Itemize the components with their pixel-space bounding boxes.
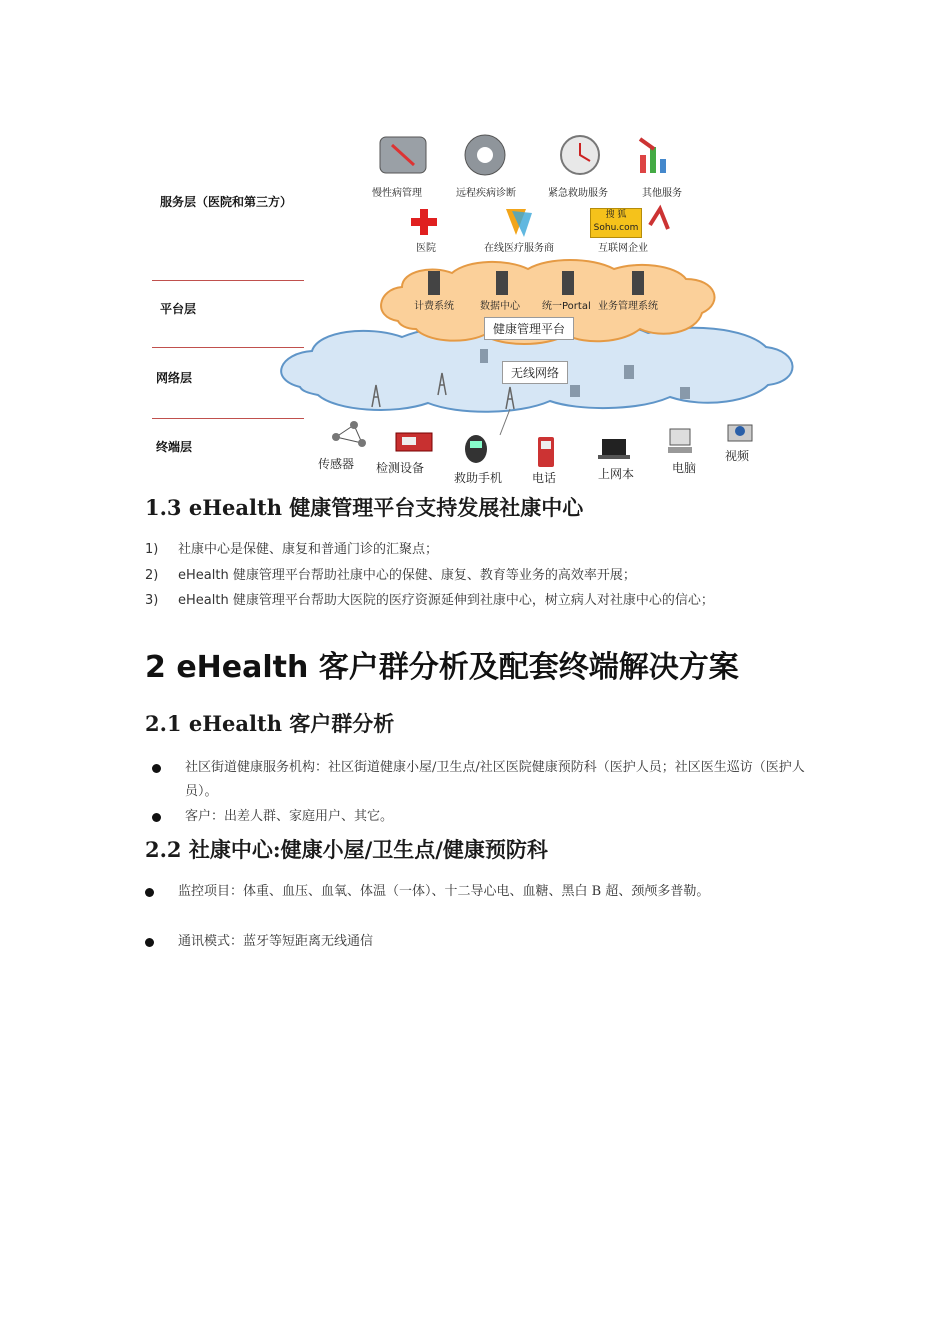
layer-divider: [152, 418, 304, 419]
router-icon: [570, 385, 580, 397]
bullet-icon: [152, 813, 161, 822]
internet-company-icon: [650, 209, 668, 229]
heading-2: 2 eHealth 客户群分析及配套终端解决方案: [145, 650, 739, 685]
numbered-item: 1) 社康中心是保健、康复和普通门诊的汇聚点；: [145, 542, 439, 557]
layer-divider: [152, 347, 304, 348]
terminal-phone: 电话: [532, 471, 557, 485]
ehealth-architecture-diagram: [140, 125, 810, 485]
platform-billing: 计费系统: [414, 301, 454, 312]
sensor-icon: [332, 421, 366, 447]
hospital-cross-icon: [411, 209, 437, 235]
service-remote-diagnosis: 远程疾病诊断: [456, 188, 516, 199]
bullet-item: 客户：出差人群、家庭用户、其它。: [152, 805, 812, 829]
online-provider-icon: [506, 209, 532, 237]
bullet-item: 通讯模式：蓝牙等短距离无线通信: [145, 930, 805, 954]
computer-icon: [668, 429, 692, 453]
platform-portal: 统一Portal: [542, 301, 591, 312]
heading-2-1: 2.1 eHealth 客户群分析: [145, 711, 395, 736]
platform-data-center: 数据中心: [480, 301, 520, 312]
diagram-graphics: [140, 125, 810, 485]
heading-2-2: 2.2 社康中心:健康小屋/卫生点/健康预防科: [145, 837, 548, 862]
clock-icon: [561, 136, 599, 174]
gear-icon: [465, 135, 505, 175]
phone-icon: [538, 437, 554, 467]
layer-label-network: 网络层: [156, 371, 193, 385]
router-icon: [480, 349, 488, 363]
router-icon: [680, 387, 690, 399]
numbered-item: 2) eHealth 健康管理平台帮助社康中心的保健、康复、教育等业务的高效率开展；: [145, 568, 636, 583]
netbook-icon: [598, 439, 630, 459]
terminal-sensor: 传感器: [318, 457, 355, 471]
bullet-icon: [145, 938, 154, 947]
video-icon: [728, 425, 752, 441]
terminal-computer: 电脑: [672, 461, 697, 475]
numbered-item: 3) eHealth 健康管理平台帮助大医院的医疗资源延伸到社康中心，树立病人对社康中心的信心；: [145, 593, 714, 608]
service-hospital: 医院: [416, 243, 436, 254]
sohu-logo: 搜 狐 Sohu.com: [590, 208, 642, 238]
layer-label-service: 服务层（医院和第三方）: [160, 195, 293, 209]
service-online-provider: 在线医疗服务商: [484, 243, 554, 254]
platform-label: 健康管理平台: [484, 317, 574, 340]
service-other: 其他服务: [642, 188, 682, 199]
layer-divider: [152, 280, 304, 281]
bullet-icon: [152, 764, 161, 773]
terminal-netbook: 上网本: [598, 467, 635, 481]
heading-1-3: 1.3 eHealth 健康管理平台支持发展社康中心: [145, 495, 584, 520]
test-device-icon: [396, 433, 432, 451]
layer-label-platform: 平台层: [160, 302, 197, 316]
chronic-disease-icon: [380, 137, 426, 173]
service-chronic-disease: 慢性病管理: [372, 188, 422, 199]
network-label: 无线网络: [502, 361, 568, 384]
other-services-icon: [640, 139, 666, 173]
terminal-video: 视频: [725, 449, 750, 463]
terminal-test-device: 检测设备: [376, 461, 425, 475]
router-icon: [624, 365, 634, 379]
bullet-item: 社区街道健康服务机构：社区街道健康小屋/卫生点/社区医院健康预防科（医护人员；社区医生巡访（医护人员）。: [152, 756, 812, 804]
bullet-icon: [145, 888, 154, 897]
platform-business-mgmt: 业务管理系统: [598, 301, 658, 312]
terminal-rescue-phone: 救助手机: [454, 471, 503, 485]
bullet-item: 监控项目：体重、血压、血氧、体温（一体）、十二导心电、血糖、黑白 B 超、颈颅多普勒。: [145, 880, 805, 928]
layer-label-terminal: 终端层: [156, 440, 193, 454]
service-emergency: 紧急救助服务: [548, 188, 608, 199]
service-internet-company: 互联网企业: [598, 243, 648, 254]
link-line: [500, 409, 510, 435]
rescue-phone-icon: [465, 435, 487, 463]
